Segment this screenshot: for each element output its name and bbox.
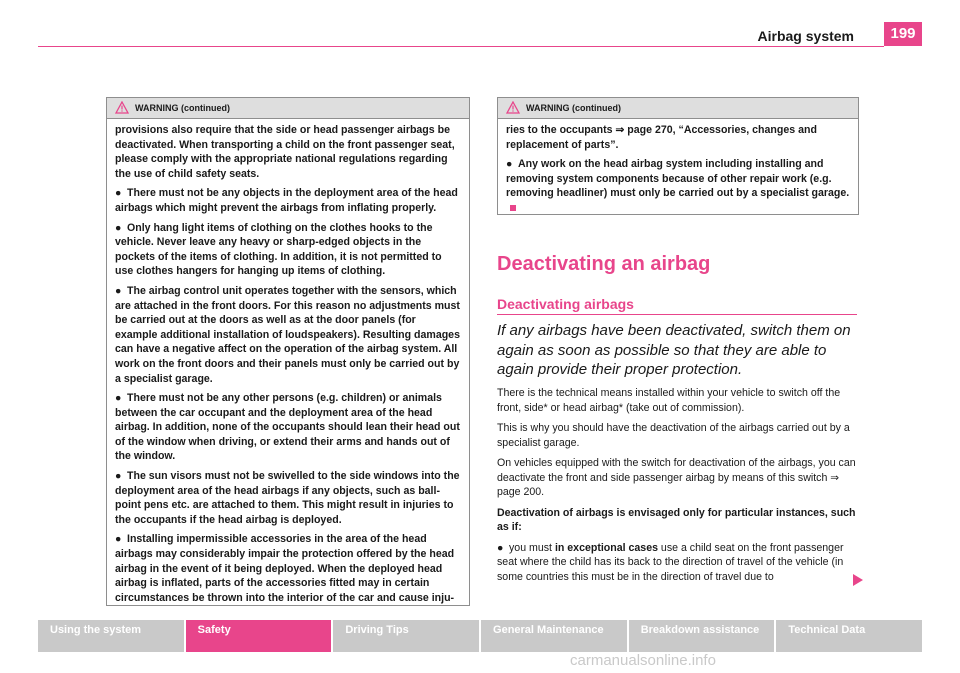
warning-bullet: ● There must not be any objects in the deployment area of the head airbags which might prevent the airbags from inflating properly. (115, 187, 458, 214)
warning-bullet: ● The sun visors must not be swivelled to the side windows into the deployment area of the head airbags if any objects, such as ball-point pens etc. are attached to them. This might result in injuries to the occupants if the head airbag is deployed. (115, 470, 460, 526)
warning-text: ries to the occupants ⇒ page 270, “Accessories, changes and replacement of parts”. (506, 124, 817, 151)
header-rule (38, 46, 884, 47)
warning-bullet-text: Any work on the head airbag system including installing and removing system components because of other repair work (e.g. removing headliner) must only be carried out by a specialist garage. (506, 158, 850, 200)
warning-box-right (497, 97, 859, 215)
warning-bullet-text: The airbag control unit operates together with the sensors, which are attached in the front doors. For this reason no adjustments must be carried out at the doors as well as at the door panels (for example additional installation of loudspeakers). Resulting damages can have a negative affect on the operation of the airbag system. All work on the front doors and their panels must only be carried out by a specialist garage. (115, 284, 460, 385)
body-text (497, 386, 862, 590)
warning-bullet-text: Only hang light items of clothing on the clothes hooks to the vehicle. Never leave any heavy or sharp-edged objects in the pockets of the items of clothing. In addition, it is not permitted to use clothes hangers for hanging up items of clothing. (115, 221, 442, 278)
nav-tab-driving-tips[interactable]: Driving Tips (333, 620, 479, 652)
page-number: 199 (884, 22, 922, 46)
body-paragraph: There is the technical means installed within your vehicle to switch off the front, side* or head airbag* (take out of commission). (497, 387, 841, 414)
warning-triangle-icon (506, 101, 520, 114)
body-paragraph: On vehicles equipped with the switch for deactivation of the airbags, you can deactivate the front and side passenger airbag by means of this switch ⇒ page 200. (497, 457, 856, 498)
section-heading: Deactivating an airbag (497, 253, 711, 275)
bullet-text-bold: in exceptional cases (554, 541, 658, 554)
warning-title: WARNING (continued) (526, 103, 621, 113)
bullet-text-a: you must (509, 541, 555, 554)
nav-tab-using-the-system[interactable]: Using the system (38, 620, 184, 652)
warning-title: WARNING (continued) (135, 103, 230, 113)
warning-bullet-text: There must not be any objects in the deployment area of the head airbags which might prevent the airbags from inflating properly. (115, 187, 458, 214)
warning-bullet: ● Installing impermissible accessories in the area of the head airbags may considerably impair the protection offered by the head airbag in the event of it being deployed. When the deployed head airbag is inflated, parts of the accessories fitted may in certain circumstances be thrown into the interior of the car and cause inju- (115, 533, 455, 604)
subsection-heading: Deactivating airbags (497, 296, 634, 312)
warning-bullet-text: The sun visors must not be swivelled to the side windows into the deployment area of the head airbags if any objects, such as ball-point pens etc. are attached to them. This might result in injuries to the occupants if the head airbag is deployed. (115, 470, 460, 526)
end-of-section-icon (510, 205, 516, 211)
warning-bullet: ● Only hang light items of clothing on the clothes hooks to the vehicle. Never leave any heavy or sharp-edged objects in the pockets of the items of clothing. In addition, it is not permitted to use clothes hangers for hanging up items of clothing. (115, 221, 442, 278)
warning-header (498, 98, 858, 119)
bottom-nav (38, 620, 922, 652)
warning-triangle-icon (115, 101, 129, 114)
warning-bullet: ● The airbag control unit operates together with the sensors, which are attached in the front doors. For this reason no adjustments must be carried out at the doors as well as at the door panels (for example additional installation of loudspeakers). Resulting damages can have a negative affect on the operation of the airbag system. All work on the front doors and their panels must only be carried out by a specialist garage. (115, 284, 460, 385)
bullet-text-c: use a child seat on the front passenger seat where the child has its back to the direction of travel of the vehicle (in some countries this must be in the direction of travel due to (497, 541, 844, 583)
warning-bullet: ● Any work on the head airbag system including installing and removing system components because of other repair work (e.g. removing headliner) must only be carried out by a specialist garage. (506, 157, 850, 215)
body-paragraph: This is why you should have the deactivation of the airbags carried out by a specialist garage. (497, 422, 850, 449)
warning-bullet-text: Installing impermissible accessories in the area of the head airbags may considerably impair the protection offered by the head airbag in the event of it being deployed. When the deployed head airbag is inflated, parts of the accessories fitted may in certain circumstances be thrown into the interior of the car and cause inju- (115, 533, 455, 604)
nav-tab-safety[interactable]: Safety (186, 620, 332, 652)
warning-bullet: ● There must not be any other persons (e.g. children) or animals between the car occupant and the deployment area of the head airbag. In addition, none of the occupants should lean their head out of the window when driving, or extend their arms and hands out of the window. (115, 392, 460, 463)
warning-header (107, 98, 469, 119)
subsection-rule (497, 314, 857, 315)
body-paragraph-bold: Deactivation of airbags is envisaged only for particular instances, such as if: (497, 506, 856, 533)
nav-tab-general-maintenance[interactable]: General Maintenance (481, 620, 627, 652)
continue-arrow-icon[interactable] (852, 573, 864, 587)
nav-tab-technical-data[interactable]: Technical Data (776, 620, 922, 652)
warning-box-left (106, 97, 470, 606)
warning-bullet-text: There must not be any other persons (e.g. children) or animals between the car occupant and the deployment area of the head airbag. In addition, none of the occupants should lean their head out of the window when driving, or extend their arms and hands out of the window. (115, 392, 460, 463)
lead-paragraph: If any airbags have been deactivated, switch them on again as soon as possible so that they are able to again provide their proper protection. (497, 322, 851, 378)
nav-tab-breakdown-assistance[interactable]: Breakdown assistance (629, 620, 775, 652)
watermark: carmanualsonline.info (570, 652, 716, 669)
warning-text: provisions also require that the side or head passenger airbags be deactivated. When transporting a child on the front passenger seat, please comply with the appropriate national regulations regarding the use of child safety seats. (115, 124, 455, 180)
page-header-title: Airbag system (757, 28, 854, 44)
body-bullet: ● you must in exceptional cases use a child seat on the front passenger seat where the child has its back to the direction of travel of the vehicle (in some countries this must be in the direction of travel due to (497, 541, 844, 583)
